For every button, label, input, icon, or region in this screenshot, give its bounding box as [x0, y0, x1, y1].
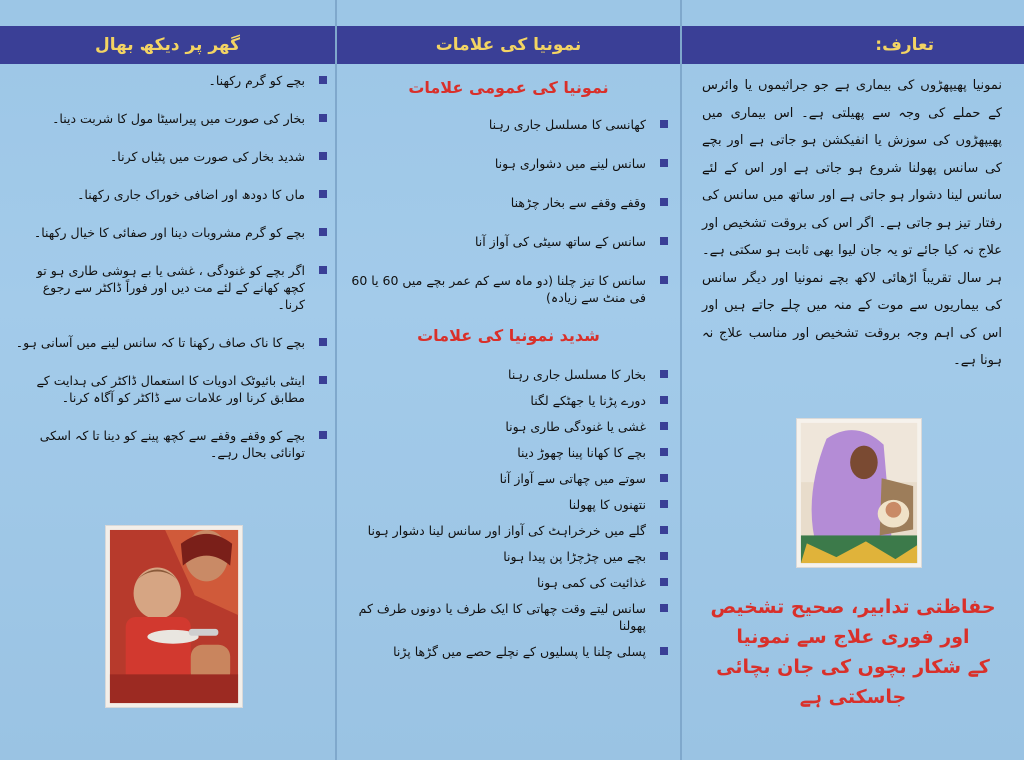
list-item — [12, 186, 327, 203]
bullet-square-icon — [660, 647, 668, 655]
slogan-line-1: حفاظتی تدابیر، صحیح تشخیص — [710, 596, 996, 618]
bullet-square-icon — [660, 396, 668, 404]
list-item-text: دورے پڑنا یا جھٹکے لگنا — [530, 393, 646, 408]
bullet-square-icon — [660, 474, 668, 482]
bullet-square-icon — [319, 338, 327, 346]
list-item — [348, 574, 668, 591]
list-item — [12, 427, 327, 461]
bullet-square-icon — [319, 190, 327, 198]
list-item — [348, 444, 668, 461]
list-item — [12, 334, 327, 351]
bullet-square-icon — [319, 431, 327, 439]
list-item — [12, 72, 327, 89]
list-item — [12, 148, 327, 165]
list-item-text: بچے کا کھانا پینا چھوڑ دینا — [517, 445, 646, 460]
list-item-text: غذائیت کی کمی ہونا — [536, 575, 646, 590]
mother-feeding-child-photo — [105, 525, 243, 708]
bullet-square-icon — [319, 152, 327, 160]
bullet-square-icon — [319, 114, 327, 122]
list-item — [348, 392, 668, 409]
bullet-square-icon — [660, 120, 668, 128]
general-symptoms-list — [348, 116, 668, 328]
list-item — [348, 522, 668, 539]
severe-symptoms-list — [348, 366, 668, 669]
bullet-square-icon — [660, 198, 668, 206]
list-item-text: بچے کو وقفے وقفے سے کچھ پینے کو دینا تا کہ اسکی توانائی بحال رہے۔ — [39, 428, 305, 460]
mother-with-infant-photo — [796, 418, 922, 568]
list-item — [12, 110, 327, 127]
panel-heading-home-care: گھر پر دیکھ بھال — [0, 26, 335, 64]
bullet-square-icon — [319, 266, 327, 274]
bullet-square-icon — [660, 370, 668, 378]
list-item-text: سانس کے ساتھ سیٹی کی آواز آنا — [474, 234, 646, 249]
list-item — [348, 470, 668, 487]
bullet-square-icon — [660, 500, 668, 508]
severe-symptoms-title: شدید نمونیا کی علامات — [417, 326, 600, 345]
list-item-text: گلے میں خرخراہٹ کی آواز اور سانس لینا دشوار ہونا — [367, 523, 646, 538]
bullet-square-icon — [660, 578, 668, 586]
list-item-text: بچے میں چڑچڑا پن پیدا ہونا — [503, 549, 646, 564]
panel-home-care — [0, 0, 335, 760]
list-item-text: بچے کو گرم رکھنا۔ — [208, 73, 305, 88]
slogan-line-2: اور فوری علاج سے نمونیا — [736, 626, 970, 648]
bullet-square-icon — [660, 552, 668, 560]
list-item-text: پسلی چلنا یا پسلیوں کے نچلے حصے میں گڑھا پڑنا — [393, 644, 646, 659]
list-item — [348, 116, 668, 133]
list-item-text: بخار کا مسلسل جاری رہنا — [508, 367, 646, 382]
panel-heading-introduction: تعارف: — [682, 26, 1024, 64]
panel-symptoms — [335, 0, 680, 760]
list-item-text: غشی یا غنودگی طاری ہونا — [505, 419, 646, 434]
list-item — [12, 224, 327, 241]
list-item-text: بخار کی صورت میں پیراسیٹا مول کا شربت دینا۔ — [52, 111, 305, 126]
list-item-text: سانس لیتے وقت چھاتی کا ایک طرف یا دونوں طرف کم پھولنا — [358, 601, 646, 633]
list-item — [12, 372, 327, 406]
bullet-square-icon — [660, 276, 668, 284]
list-item-text: بچے کو گرم مشروبات دینا اور صفائی کا خیال رکھنا۔ — [33, 225, 305, 240]
panel-introduction — [680, 0, 1024, 760]
general-symptoms-title: نمونیا کی عمومی علامات — [408, 78, 609, 97]
list-item — [348, 418, 668, 435]
bullet-square-icon — [319, 76, 327, 84]
slogan — [682, 592, 1024, 712]
list-item — [348, 548, 668, 565]
list-item — [348, 643, 668, 660]
list-item — [348, 233, 668, 250]
bullet-square-icon — [660, 422, 668, 430]
list-item — [348, 194, 668, 211]
list-item-text: اینٹی بائیوٹک ادویات کا استعمال ڈاکٹر کی ہدایت کے مطابق کرنا اور علامات سے ڈاکٹر کو آگاہ کرنا۔ — [36, 373, 305, 405]
bullet-square-icon — [660, 237, 668, 245]
bullet-square-icon — [319, 228, 327, 236]
bullet-square-icon — [660, 526, 668, 534]
list-item-text: شدید بخار کی صورت میں پٹیاں کرنا۔ — [109, 149, 305, 164]
list-item — [348, 496, 668, 513]
list-item-text: اگر بچے کو غنودگی ، غشی یا بے ہوشی طاری ہو تو کچھ کھانے کے لئے مت دیں اور فوراً ڈاکٹر سے رجوع کرنا۔ — [36, 263, 305, 312]
introduction-text: نمونیا پھیپھڑوں کی بیماری ہے جو جراثیموں یا وائرس کے حملے کی وجہ سے پھیلتی ہے۔ اس بیماری میں پھیپھڑوں کی سوزش یا انفیکشن ہو جاتی ہے اور بچے کی سانس پھولنا شروع ہو جاتی ہے اور اس کے لئے سانس لینا دشوار ہو جاتی ہے اور ساتھ میں سانس کی رفتار تیز ہو جاتی ہے۔ اگر اس کی بروقت تشخیص اور علاج نہ کیا جائے تو یہ جان لیوا بھی ثابت ہو سکتی ہے۔ ہر سال تقریباً اڑھائی لاکھ بچے نمونیا اور دیگر سانس کی بیماریوں سے موت کے منہ میں چلے جاتے ہیں اور اس کی اہم وجہ بروقت تشخیص اور مناسب علاج نہ ہونا ہے۔ — [702, 78, 1002, 368]
list-item — [348, 600, 668, 634]
bullet-square-icon — [660, 448, 668, 456]
bullet-square-icon — [660, 604, 668, 612]
list-item-text: بچے کا ناک صاف رکھنا تا کہ سانس لینے میں آسانی ہو۔ — [15, 335, 305, 350]
bullet-square-icon — [319, 376, 327, 384]
list-item-text: سانس کا تیز چلنا (دو ماہ سے کم عمر بچے میں 60 یا 60 فی منٹ سے زیادہ) — [351, 273, 646, 305]
list-item-text: کھانسی کا مسلسل جاری رہنا — [488, 117, 646, 132]
home-care-list — [12, 72, 327, 482]
slogan-line-3: کے شکار بچوں کی جان بچائی جاسکتی ہے — [716, 656, 990, 708]
list-item-text: ماں کا دودھ اور اضافی خوراک جاری رکھنا۔ — [77, 187, 305, 202]
list-item — [348, 366, 668, 383]
list-item — [12, 262, 327, 313]
list-item-text: نتھنوں کا پھولنا — [568, 497, 646, 512]
list-item-text: وقفے وقفے سے بخار چڑھنا — [510, 195, 646, 210]
bullet-square-icon — [660, 159, 668, 167]
list-item-text: سوتے میں چھاتی سے آواز آنا — [499, 471, 646, 486]
list-item-text: سانس لینے میں دشواری ہونا — [494, 156, 646, 171]
list-item — [348, 155, 668, 172]
panel-heading-symptoms: نمونیا کی علامات — [337, 26, 680, 64]
list-item — [348, 272, 668, 306]
